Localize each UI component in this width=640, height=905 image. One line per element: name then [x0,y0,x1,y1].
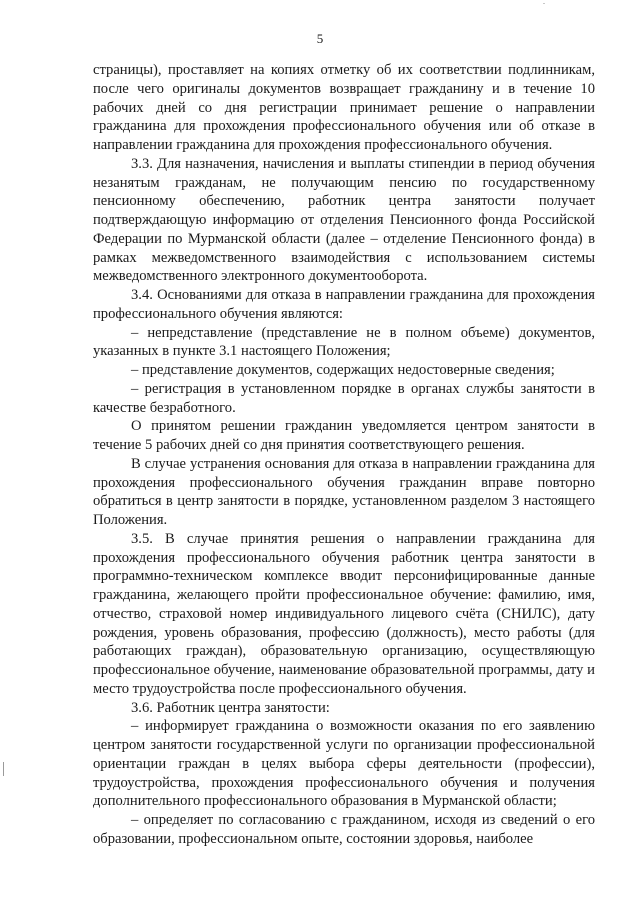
list-item-unemployed-registration: – регистрация в установленном порядке в органах службы занятости в качестве безработного. [93,380,595,416]
list-item-false-documents: – представление документов, содержащих недостоверные сведения; [131,362,555,378]
list-item-informs: – информирует гражданина о возможности оказания по его заявлению центром занятости государственной услуги по организации профессиональной ориентации граждан в целях выбора сферы деятельности (профессии), трудоустройства, прохождения профессионального обучения и получения дополнительного профессионального образования в Мурманской области; [93,718,595,810]
paragraph-3-3: 3.3. Для назначения, начисления и выплаты стипендии в период обучения незанятым гражданам, не получающим пенсию по государственному пенсионному обеспечению, работник центра занятости получает подтверждающую информацию от отделения Пенсионного фонда Российской Федерации по Мурманской области (далее – отделение Пенсионного фонда) в рамках межведомственного взаимодействия с использованием системы межведомственного электронного документооборота. [93,155,595,285]
page-number: 5 [316,31,324,46]
paragraph-notification: О принятом решении гражданин уведомляется центром занятости в течение 5 рабочих дней со дня принятия соответствующего решения. [93,418,595,453]
paragraph-3-5: 3.5. В случае принятия решения о направлении гражданина для прохождения профессионального обучения работник центра занятости в программно-техническом комплексе вводит персонифицированные данные гражданина, желающего пройти профессиональное обучение: фамилию, имя, отчество, страховой номер индивидуального лицевого счёта (СНИЛС), дату рождения, уровень образования, профессию (должность), место работы (для работающих граждан), образовательную организацию, осуществляющую профессиональное обучение, наименование образовательной программы, дату и место трудоустройства после профессионального обучения. [93,530,595,697]
paragraph-3-4: 3.4. Основаниями для отказа в направлении гражданина для прохождения профессионального обучения являются: [93,287,595,322]
margin-mark [3,762,4,776]
document-body [93,61,595,849]
scan-mark [543,3,545,4]
paragraph-3-6: 3.6. Работник центра занятости: [131,699,330,716]
list-item-non-submission: – непредставление (представление не в полном объеме) документов, указанных в пункте 3.1 настоящего Положения; [93,324,595,360]
list-item-determines: – определяет по согласованию с гражданином, исходя из сведений о его образовании, профессиональном опыте, состоянии здоровья, наиболее [93,812,595,847]
paragraph-continuation: страницы), проставляет на копиях отметку об их соответствии подлинникам, после чего оригиналы документов возвращает гражданину и в течение 10 рабочих дней со дня регистрации принимает решение о направлении гражданина для прохождения профессионального обучения или об отказе в направлении гражданина для прохождения профессионального обучения. [93,62,595,153]
paragraph-reapplication: В случае устранения основания для отказа в направлении гражданина для прохождения профессионального обучения гражданин вправе повторно обратиться в центр занятости в порядке, установленном разделом 3 настоящего Положения. [93,455,595,528]
